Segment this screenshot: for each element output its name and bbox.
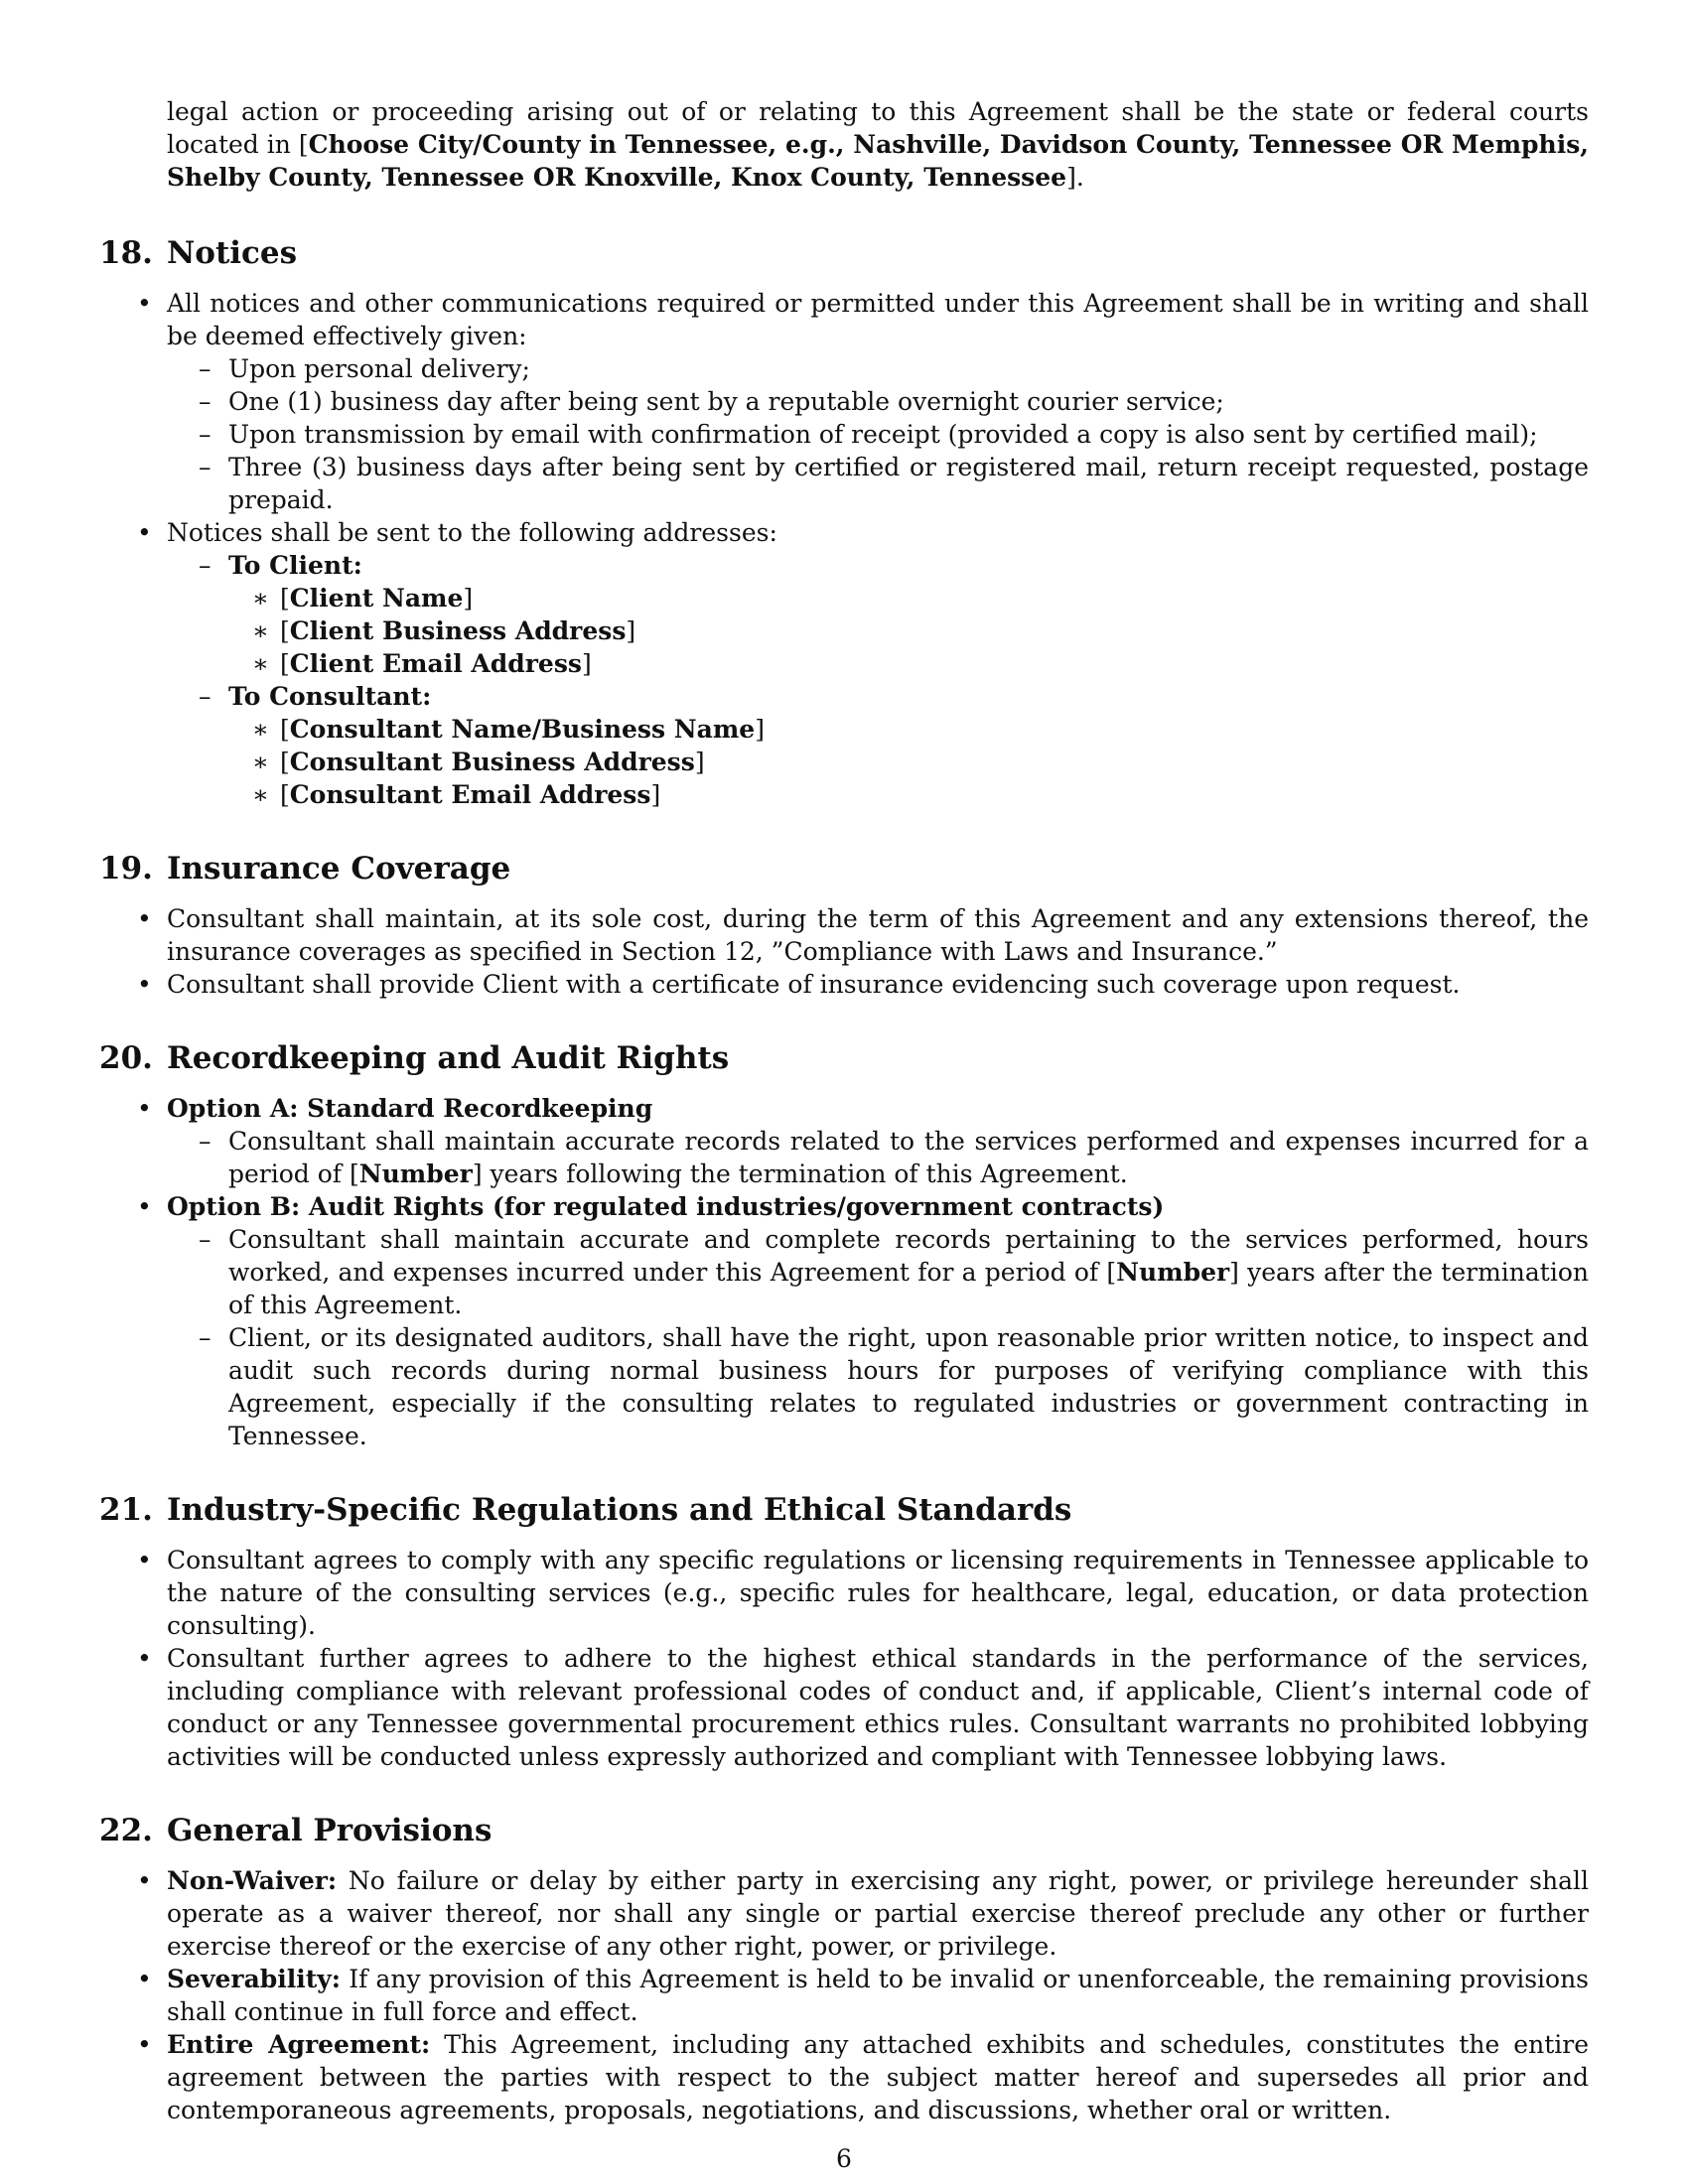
list-item: ∗ [Consultant Name/Business Name] xyxy=(228,713,1589,746)
delivery-methods-list xyxy=(167,352,1589,516)
list-item: ∗ [Consultant Business Address] xyxy=(228,746,1589,778)
list-item: • Consultant further agrees to adhere to the highest ethical standards in the performance of the services, including compliance with relevant professional codes of conduct and, if applicable, Client’s internal code of conduct or any Tennessee governmental procurement ethics rules. Consultant warrants no prohibited lobbying activities will be conducted unless expressly authorized and compliant with Tennessee lobbying laws. xyxy=(99,1642,1589,1773)
page-number: 6 xyxy=(836,2144,852,2173)
option-a-list xyxy=(167,1125,1589,1190)
list-item: • Consultant agrees to comply with any specific regulations or licensing requirements in Tennessee applicable to the nature of the consulting services (e.g., specific rules for healthcare, legal, education, or data protection consulting). xyxy=(99,1544,1589,1642)
addresses-list xyxy=(167,549,1589,811)
list-item: • Option A: Standard Recordkeeping – Consultant shall maintain accurate records related to the services performed and expenses incurred for a period of [Number] years following the termination of this Agreement. xyxy=(99,1092,1589,1190)
list-item: • All notices and other communications required or permitted under this Agreement shall be in writing and shall be deemed effectively given: – Upon personal delivery; – One (1) business day after being sent by a reputable overnight courier service; – Upon transmission by email with confirmation of receipt (provided a copy is also sent by certified mail); – Three (3) business days after being sent by certified or registered mail, return receipt requested, postage prepaid. xyxy=(99,287,1589,516)
option-b-list xyxy=(167,1223,1589,1452)
list-item: • Consultant shall maintain, at its sole cost, during the term of this Agreement and any extensions thereof, the insurance coverages as specified in Section 12, ”Compliance with Laws and Insurance.” xyxy=(99,902,1589,968)
list-item: • Entire Agreement: This Agreement, including any attached exhibits and schedules, constitutes the entire agreement between the parties with respect to the subject matter hereof and supersedes all prior and contemporaneous agreements, proposals, negotiations, and discussions, whether oral or written. xyxy=(99,2028,1589,2126)
list-item: – Three (3) business days after being sent by certified or registered mail, return receipt requested, postage prepaid. xyxy=(167,451,1589,516)
list-item: • Non-Waiver: No failure or delay by either party in exercising any right, power, or privilege hereunder shall operate as a waiver thereof, nor shall any single or partial exercise thereof preclude any other or further exercise thereof or the exercise of any other right, power, or privilege. xyxy=(99,1864,1589,1963)
list-item: – Client, or its designated auditors, shall have the right, upon reasonable prior written notice, to inspect and audit such records during normal business hours for purposes of verifying compliance with this Agreement, especially if the consulting relates to regulated industries or government contracting in Tennessee. xyxy=(167,1321,1589,1452)
section-19-list xyxy=(99,902,1589,1001)
list-item: ∗ [Client Business Address] xyxy=(228,614,1589,647)
list-item: – Upon transmission by email with confirmation of receipt (provided a copy is also sent by certified mail); xyxy=(167,418,1589,451)
section-21-heading: 21. Industry-Specific Regulations and Ethical Standards xyxy=(99,1492,1072,1528)
document-page xyxy=(99,95,1589,2126)
section-20-heading: 20. Recordkeeping and Audit Rights xyxy=(99,1040,730,1076)
list-item: • Option B: Audit Rights (for regulated industries/government contracts) – Consultant shall maintain accurate and complete records pertaining to the services performed, hours worked, and expenses incurred under this Agreement for a period of [Number] years after the termination of this Agreement. – Client, or its designated auditors, shall have the right, upon reasonable prior written notice, to inspect and audit such records during normal business hours for purposes of verifying compliance with this Agreement, especially if the consulting relates to regulated industries or government contracting in Tennessee. xyxy=(99,1190,1589,1452)
section-22-list xyxy=(99,1864,1589,2126)
client-address-list xyxy=(228,582,1589,680)
section-18-list xyxy=(99,287,1589,811)
consultant-address-list xyxy=(228,713,1589,811)
section-19-heading: 19. Insurance Coverage xyxy=(99,851,511,887)
list-item: ∗ [Client Email Address] xyxy=(228,647,1589,680)
list-item: – Consultant shall maintain accurate records related to the services performed and expenses incurred for a period of [Number] years following the termination of this Agreement. xyxy=(167,1125,1589,1190)
section-22-heading: 22. General Provisions xyxy=(99,1813,492,1848)
list-item: – One (1) business day after being sent by a reputable overnight courier service; xyxy=(167,385,1589,418)
list-item: ∗ [Consultant Email Address] xyxy=(228,778,1589,811)
list-item: • Consultant shall provide Client with a certificate of insurance evidencing such coverage upon request. xyxy=(99,968,1589,1001)
list-item: • Severability: If any provision of this Agreement is held to be invalid or unenforceable, the remaining provisions shall continue in full force and effect. xyxy=(99,1963,1589,2028)
section-20-list xyxy=(99,1092,1589,1452)
list-item: – To Consultant: ∗ [Consultant Name/Business Name] ∗ [Consultant Business Address] ∗ [Consultant Email Address] xyxy=(167,680,1589,811)
section-18-heading: 18. Notices xyxy=(99,235,298,271)
list-item: – To Client: ∗ [Client Name] ∗ [Client Business Address] ∗ [Client Email Address] xyxy=(167,549,1589,680)
list-item: ∗ [Client Name] xyxy=(228,582,1589,614)
intro-paragraph: legal action or proceeding arising out of or relating to this Agreement shall be the state or federal courts located in [Choose City/County in Tennessee, e.g., Nashville, Davidson County, Tennessee OR Memphis, Shelby County, Tennessee OR Knoxville, Knox County, Tennessee]. xyxy=(167,97,1589,192)
list-item: – Upon personal delivery; xyxy=(167,352,1589,385)
section-21-list xyxy=(99,1544,1589,1773)
list-item: – Consultant shall maintain accurate and complete records pertaining to the services performed, hours worked, and expenses incurred under this Agreement for a period of [Number] years after the termination of this Agreement. xyxy=(167,1223,1589,1321)
list-item: • Notices shall be sent to the following addresses: – To Client: ∗ [Client Name] ∗ [Client Business Address] ∗ [Client Email Address] – To Consultant: ∗ [Consultant Name/Business Name] ∗ [Consultant Business Address] ∗ [Consultant Email Address] xyxy=(99,516,1589,811)
venue-placeholder: Choose City/County in Tennessee, e.g., Nashville, Davidson County, Tennessee OR Memphis, Shelby County, Tennessee OR Knoxville, Knox County, Tennessee xyxy=(167,130,1589,192)
